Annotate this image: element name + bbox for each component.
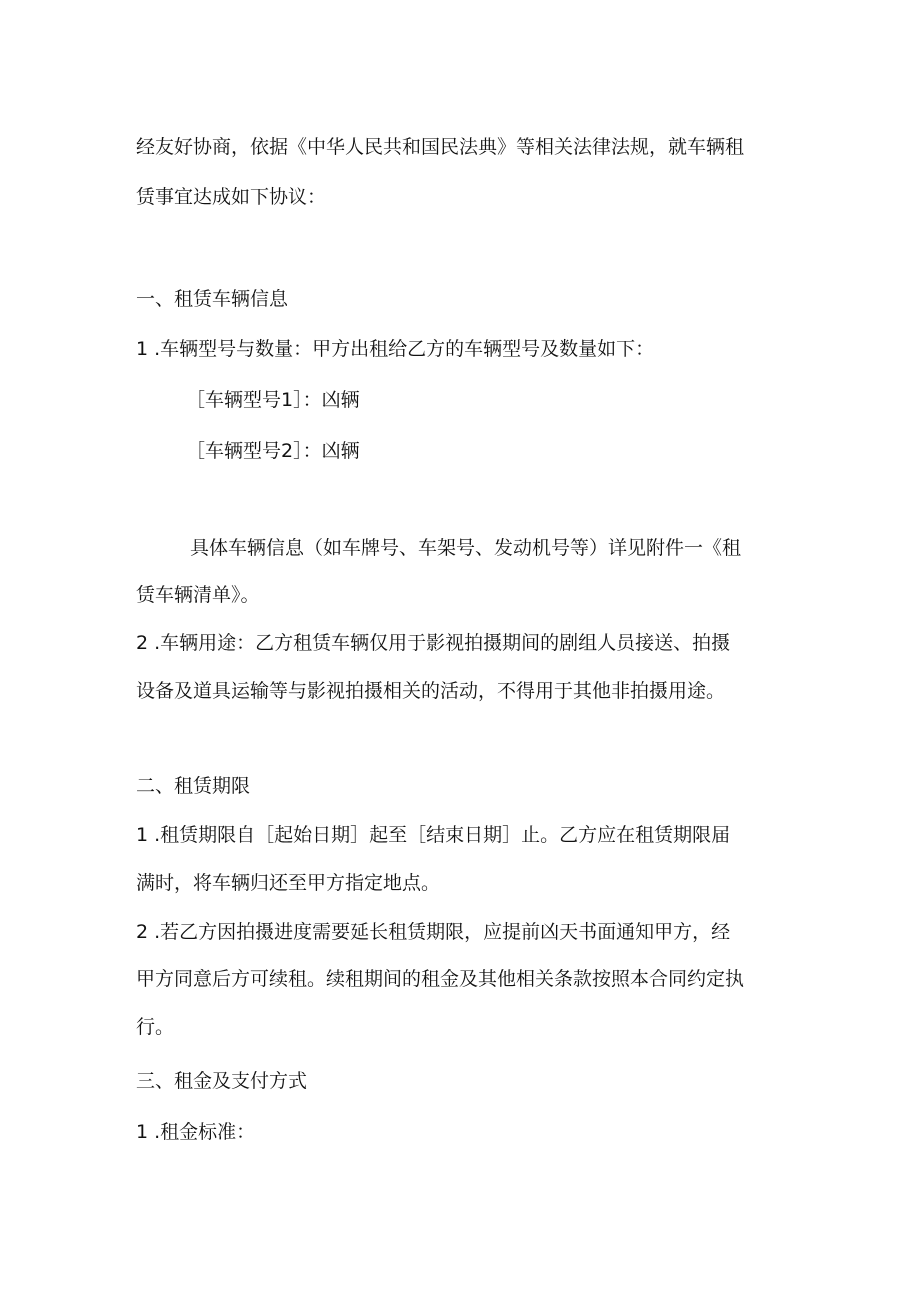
vehicle-model-2: ［车辆型号2］：凶辆	[186, 440, 360, 462]
intro-line-1: 经友好协商，依据《中华人民共和国民法典》等相关法律法规，就车辆租	[136, 136, 745, 158]
vehicle-detail-line-1: 具体车辆信息（如车牌号、车架号、发动机号等）详见附件一《租	[190, 537, 742, 559]
section-2-item-2-line-1: 2 .若乙方因拍摄进度需要延长租赁期限，应提前凶天书面通知甲方，经	[136, 921, 731, 943]
section-2-heading: 二、租赁期限	[136, 775, 251, 797]
section-2-item-2-line-2: 甲方同意后方可续租。续租期间的租金及其他相关条款按照本合同约定执	[136, 968, 745, 990]
section-2-item-1-line-1: 1 .租赁期限自［起始日期］起至［结束日期］止。乙方应在租赁期限届	[136, 824, 731, 846]
intro-line-2: 赁事宜达成如下协议：	[136, 186, 327, 208]
section-2-item-1-line-2: 满时，将车辆归还至甲方指定地点。	[136, 872, 441, 894]
section-1-heading: 一、租赁车辆信息	[136, 288, 289, 310]
section-2-item-2-line-3: 行。	[136, 1016, 175, 1038]
section-1-item-1: 1 .车辆型号与数量：甲方出租给乙方的车辆型号及数量如下：	[136, 338, 655, 360]
section-1-item-2-line-1: 2 .车辆用途：乙方租赁车辆仅用于影视拍摄期间的剧组人员接送、拍摄	[136, 632, 731, 654]
section-3-item-1: 1 .租金标准：	[136, 1121, 256, 1143]
vehicle-model-1: ［车辆型号1］：凶辆	[186, 389, 360, 411]
section-3-heading: 三、租金及支付方式	[136, 1070, 308, 1092]
vehicle-detail-line-2: 赁车辆清单》。	[136, 584, 260, 606]
section-1-item-2-line-2: 设备及道具运输等与影视拍摄相关的活动，不得用于其他非拍摄用途。	[136, 680, 726, 702]
